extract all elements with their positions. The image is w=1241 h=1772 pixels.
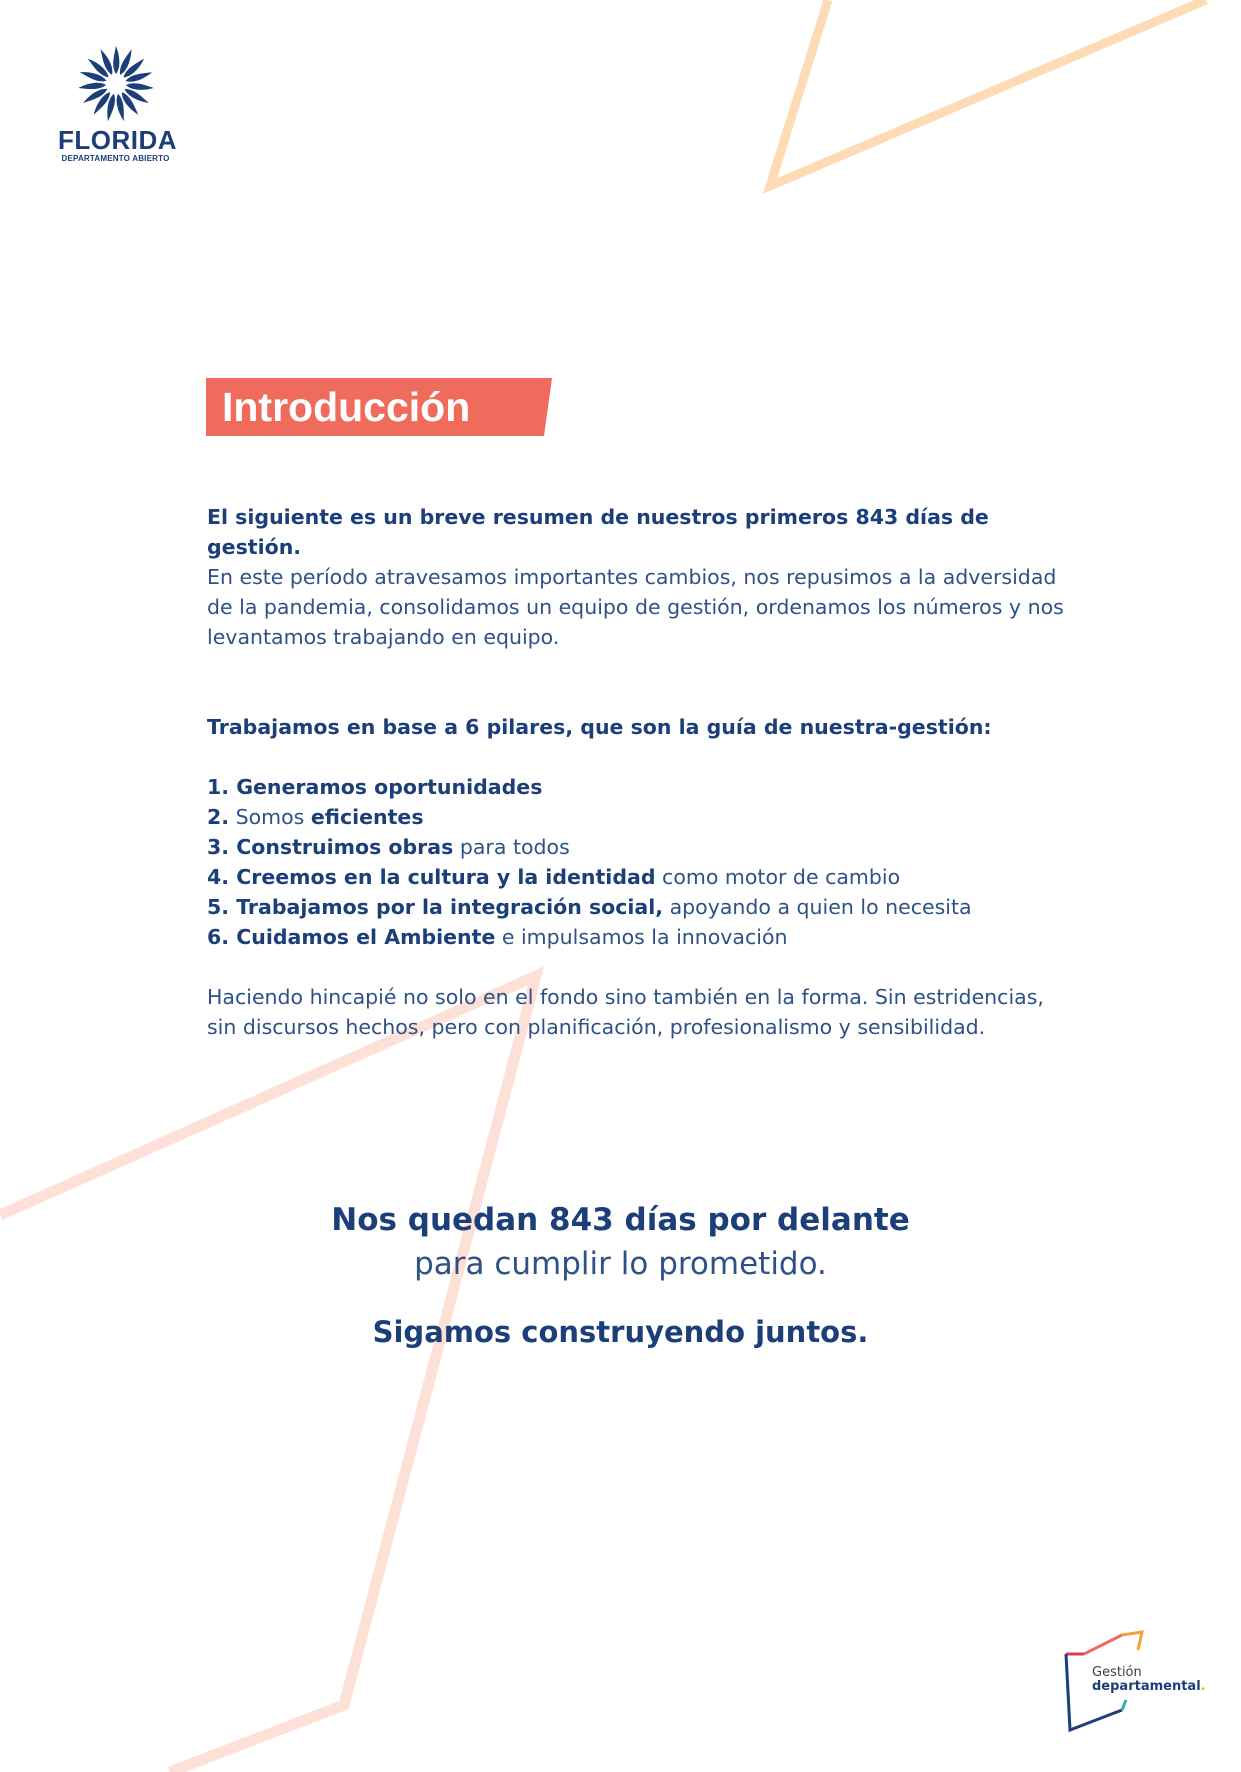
list-item: 5. Trabajamos por la integración social, apoyando a quien lo necesita [207, 895, 972, 919]
intro-lead: El siguiente es un breve resumen de nuestros primeros 843 días de gestión. [207, 505, 989, 559]
gestion-departamental-logo [1062, 1630, 1212, 1732]
list-item: 3. Construimos obras para todos [207, 835, 570, 859]
pillars-list [207, 772, 1067, 952]
list-item: 6. Cuidamos el Ambiente e impulsamos la innovación [207, 925, 788, 949]
closing-line-2: para cumplir lo prometido. [414, 1246, 827, 1282]
closing-statement [0, 1198, 1241, 1354]
logo-subtitle: DEPARTAMENTO ABIERTO [61, 154, 170, 163]
list-item: 4. Creemos en la cultura y la identidad como motor de cambio [207, 865, 901, 889]
closing-line-1: Nos quedan 843 días por delante [331, 1202, 910, 1238]
logo-name: FLORIDA [58, 125, 178, 155]
list-item: 2. Somos eficientes [207, 805, 424, 829]
closing-line-3: Sigamos construyendo juntos. [372, 1315, 869, 1349]
sun-swirl-icon [76, 44, 156, 124]
gestion-line-2: departamental. [1092, 1679, 1206, 1694]
bottom-left-line [0, 976, 536, 1772]
outro-paragraph: Haciendo hincapié no solo en el fondo sino también en la forma. Sin estridencias, sin discursos hechos, pero con planificación, profesionalismo y sensibilidad. [207, 985, 1044, 1039]
florida-logo [58, 44, 178, 164]
list-item: 1. Generamos oportunidades [207, 775, 543, 799]
intro-body: En este período atravesamos importantes cambios, nos repusimos a la adversidad de la pandemia, consolidamos un equipo de gestión, ordenamos los números y nos levantamos trabajando en equipo. [207, 565, 1064, 649]
page-title: Introducción [222, 384, 471, 430]
body-text [207, 502, 1067, 1042]
top-right-line [770, 0, 1206, 186]
gestion-line-1: Gestión [1092, 1665, 1142, 1680]
pillars-heading: Trabajamos en base a 6 pilares, que son la guía de nuestra-gestión: [207, 715, 992, 739]
intro-paragraph [207, 502, 1067, 652]
section-title-banner [206, 378, 552, 436]
